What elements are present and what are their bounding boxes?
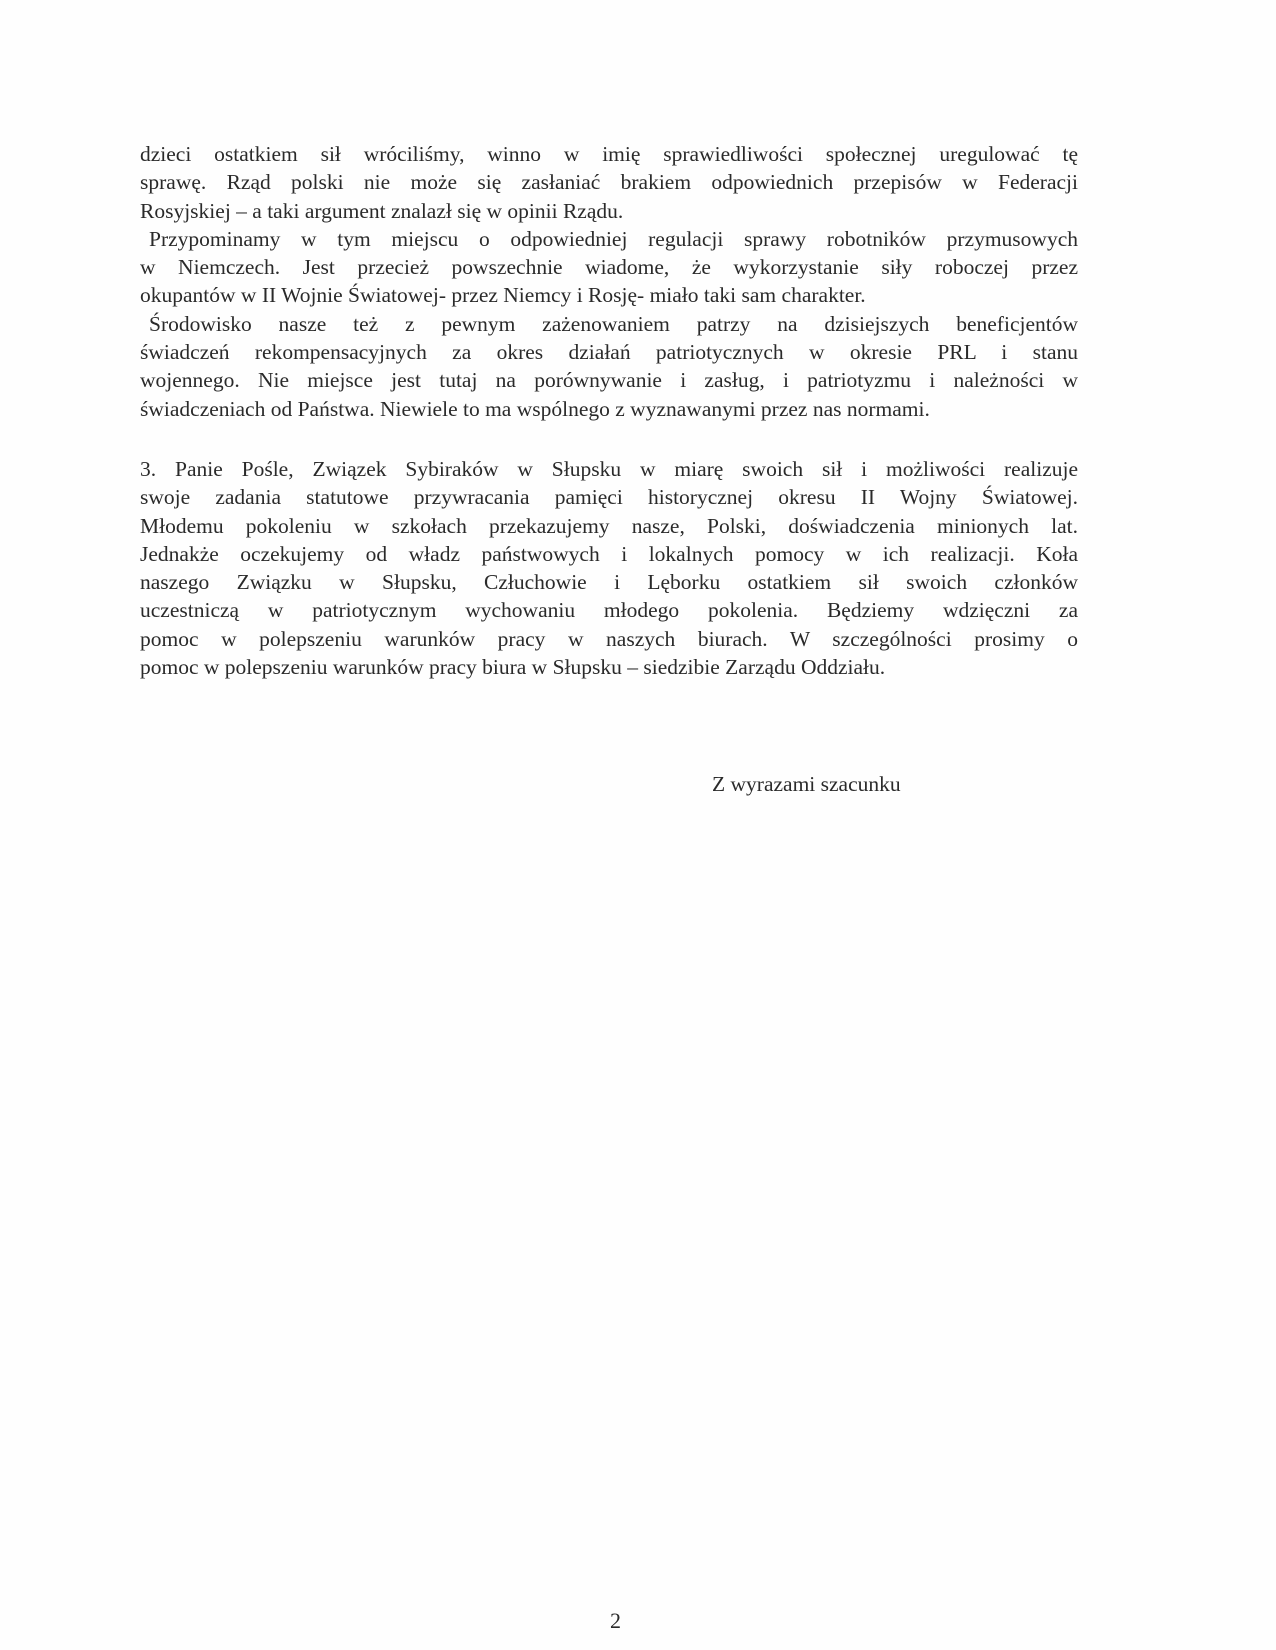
text-line: Środowisko nasze też z pewnym zażenowaniem patrzy na dzisiejszych beneficjentów (149, 311, 1078, 336)
closing-salutation: Z wyrazami szacunku (712, 772, 901, 796)
text-line: sprawę. Rząd polski nie może się zasłaniać brakiem odpowiednich przepisów w Federacji (140, 170, 1078, 195)
text-line: uczestniczą w patriotycznym wychowaniu młodego pokolenia. Będziemy wdzięczni za (140, 598, 1078, 623)
text-line: naszego Związku w Słupsku, Człuchowie i Lęborku ostatkiem sił swoich członków (140, 570, 1078, 595)
text-line: wojennego. Nie miejsce jest tutaj na porównywanie i zasług, i patriotyzmu i należności w (140, 368, 1078, 393)
text-line: okupantów w II Wojnie Światowej- przez Niemcy i Rosję- miało taki sam charakter. (140, 283, 866, 308)
paragraph-block-2 (140, 455, 1078, 681)
text-line: w Niemczech. Jest przecież powszechnie wiadome, że wykorzystanie siły roboczej przez (140, 255, 1078, 280)
text-line: Młodemu pokoleniu w szkołach przekazujemy nasze, Polski, doświadczenia minionych lat. (140, 513, 1078, 538)
paragraph-block-1 (140, 140, 1078, 423)
text-line: świadczeniach od Państwa. Niewiele to ma wspólnego z wyznawanymi przez nas normami. (140, 396, 930, 421)
text-line: pomoc w polepszeniu warunków pracy w naszych biurach. W szczególności prosimy o (140, 626, 1078, 651)
text-line: 3. Panie Pośle, Związek Sybiraków w Słupsku w miarę swoich sił i możliwości realizuje (140, 457, 1078, 481)
text-line: pomoc w polepszeniu warunków pracy biura w Słupsku – siedzibie Zarządu Oddziału. (140, 655, 886, 680)
text-line: Jednakże oczekujemy od władz państwowych i lokalnych pomocy w ich realizacji. Koła (140, 541, 1078, 566)
text-line: dzieci ostatkiem sił wróciliśmy, winno w imię sprawiedliwości społecznej uregulować tę (140, 142, 1078, 166)
text-line: swoje zadania statutowe przywracania pamięci historycznej okresu II Wojny Światowej. (140, 485, 1078, 510)
text-line: Rosyjskiej – a taki argument znalazł się w opinii Rządu. (140, 198, 624, 223)
text-line: Przypominamy w tym miejscu o odpowiedniej regulacji sprawy robotników przymusowych (149, 226, 1078, 251)
page-number: 2 (610, 1608, 621, 1633)
text-line: świadczeń rekompensacyjnych za okres działań patriotycznych w okresie PRL i stanu (140, 340, 1078, 365)
